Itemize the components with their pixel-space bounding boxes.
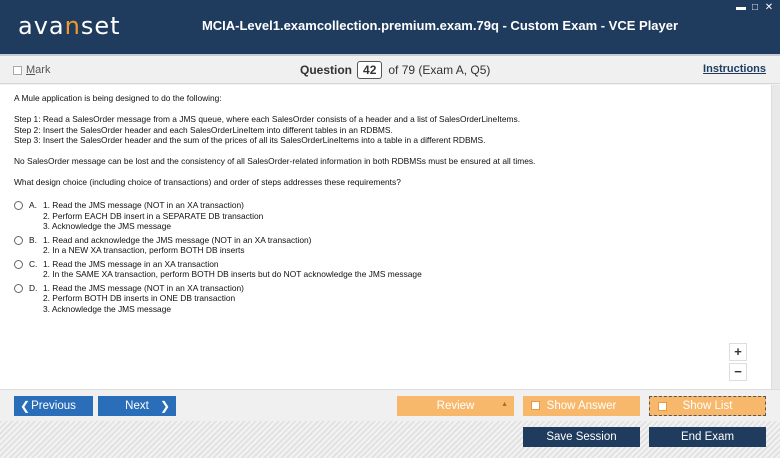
next-button[interactable] xyxy=(98,396,176,416)
answer-letter: C. xyxy=(29,258,38,269)
question-step-2: Step 2: Insert the SalesOrder header and each SalesOrderLineItem into different tables in an RDBMS. xyxy=(14,124,393,135)
zoom-out-button[interactable]: − xyxy=(729,363,747,381)
answer-letter: B. xyxy=(29,234,37,245)
checkbox-icon[interactable] xyxy=(658,402,667,411)
answer-line: 2. In the SAME XA transaction, perform BOTH DB inserts but do NOT acknowledge the JMS message xyxy=(43,269,422,279)
question-number-input[interactable]: 42 xyxy=(357,61,382,79)
answer-line: 1. Read the JMS message (NOT in an XA transaction) xyxy=(43,200,244,210)
logo-prefix: ava xyxy=(18,12,65,40)
answer-line: 1. Read the JMS message in an XA transaction xyxy=(43,258,219,269)
save-session-button[interactable]: Save Session xyxy=(523,427,640,447)
question-step-1: Step 1: Read a SalesOrder message from a JMS queue, where each SalesOrder consists of a header and a list of SalesOrderLineItems. xyxy=(14,114,521,124)
answer-line: 2. In a NEW XA transaction, perform BOTH DB inserts xyxy=(43,245,245,255)
logo-accent: n xyxy=(64,12,81,40)
answer-option-a[interactable] xyxy=(14,200,422,232)
maximize-icon[interactable]: □ xyxy=(751,2,759,13)
answer-line: 1. Read and acknowledge the JMS message (NOT in an XA transaction) xyxy=(43,234,312,245)
logo-suffix: set xyxy=(80,12,121,40)
minimize-icon[interactable]: ▬ xyxy=(736,2,746,13)
answer-option-c[interactable] xyxy=(14,259,422,280)
next-label: Next xyxy=(125,400,149,412)
answer-option-b[interactable] xyxy=(14,235,422,256)
chevron-right-icon: ❯ xyxy=(159,399,170,413)
question-prompt: What design choice (including choice of transactions) and order of steps addresses these requirements? xyxy=(14,177,401,187)
answer-line: 1. Read the JMS message (NOT in an XA transaction) xyxy=(43,282,244,293)
answer-option-d[interactable] xyxy=(14,283,422,315)
question-header xyxy=(0,57,780,84)
instructions-link[interactable]: Instructions xyxy=(703,63,766,75)
answer-letter: A. xyxy=(29,200,37,210)
radio-icon[interactable] xyxy=(14,284,23,293)
mark-label[interactable]: Mark xyxy=(26,64,51,76)
question-indicator xyxy=(300,61,490,79)
radio-icon[interactable] xyxy=(14,260,23,269)
answer-line: 3. Acknowledge the JMS message xyxy=(43,303,172,314)
app-logo xyxy=(18,12,121,40)
show-list-label: Show List xyxy=(682,400,733,412)
chevron-left-icon: ❮ xyxy=(20,399,31,413)
question-text xyxy=(14,93,754,198)
answer-list xyxy=(14,200,422,317)
question-content xyxy=(0,85,772,389)
previous-button[interactable] xyxy=(14,396,93,416)
answer-line: 2. Perform BOTH DB inserts in ONE DB transaction xyxy=(43,293,236,303)
end-exam-button[interactable]: End Exam xyxy=(649,427,766,447)
question-step-3: Step 3: Insert the SalesOrder header and the sum of the prices of all its SalesOrderLineItems into a table in a different RDBMS. xyxy=(14,135,486,145)
close-icon[interactable]: ✕ xyxy=(764,2,774,13)
question-of-total: of 79 (Exam A, Q5) xyxy=(388,63,491,77)
answer-line: 2. Perform EACH DB insert in a SEPARATE DB transaction xyxy=(43,210,264,221)
previous-label: Previous xyxy=(31,400,76,412)
question-constraint: No SalesOrder message can be lost and the consistency of all SalesOrder-related information in both RDBMSs must be ensured at all times. xyxy=(14,156,536,166)
window-controls xyxy=(736,3,774,13)
window-title: MCIA-Level1.examcollection.premium.exam.79q - Custom Exam - VCE Player xyxy=(201,18,679,33)
checkbox-icon[interactable] xyxy=(13,66,22,75)
radio-icon[interactable] xyxy=(14,236,23,245)
title-bar xyxy=(0,0,780,56)
navigation-bar xyxy=(0,389,780,421)
question-word: Question xyxy=(300,63,353,77)
show-list-button[interactable] xyxy=(649,396,766,416)
scrollbar[interactable] xyxy=(772,85,780,389)
triangle-up-icon: ▲ xyxy=(501,401,508,408)
review-button[interactable] xyxy=(397,396,514,416)
answer-letter: D. xyxy=(29,282,38,293)
show-answer-label: Show Answer xyxy=(546,400,617,412)
radio-icon[interactable] xyxy=(14,201,23,210)
review-label: Review xyxy=(436,400,475,412)
question-intro: A Mule application is being designed to do the following: xyxy=(14,93,222,103)
mark-checkbox[interactable] xyxy=(13,64,50,76)
bottom-bar xyxy=(0,421,780,458)
checkbox-icon[interactable] xyxy=(531,401,540,410)
answer-line: 3. Acknowledge the JMS message xyxy=(43,221,172,231)
show-answer-button[interactable] xyxy=(523,396,640,416)
zoom-in-button[interactable]: + xyxy=(729,343,747,361)
